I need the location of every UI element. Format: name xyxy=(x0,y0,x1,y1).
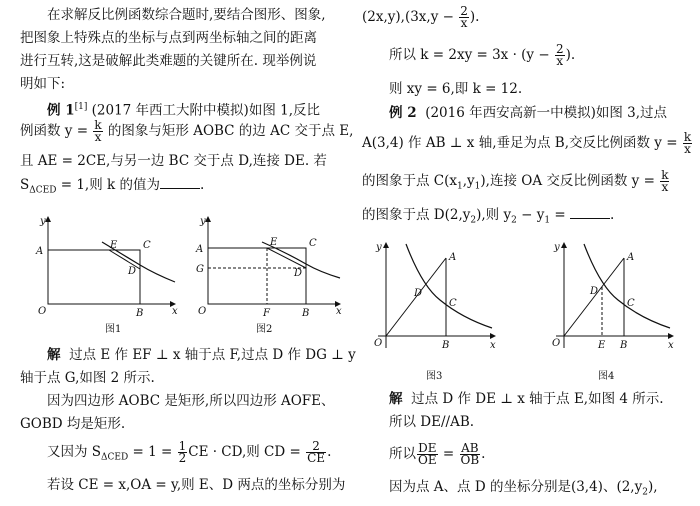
fig1-label-D: D xyxy=(128,266,137,277)
numerator: AB xyxy=(461,441,479,455)
fig2-label-F: F xyxy=(263,308,270,319)
fig1-label-B: B xyxy=(136,308,144,319)
fig2-label-D: D xyxy=(294,268,303,279)
subscript: 2 xyxy=(470,215,477,226)
subscript: ΔCED xyxy=(29,185,57,196)
intro-line-2: 把图象上特殊点的坐标与点到两坐标轴之间的距离 xyxy=(20,30,317,46)
example-2-text: A(3,4) 作 AB ⊥ x 轴,垂足为点 B,交反比例函数 y = xyxy=(362,135,678,151)
fig2-label-B: B xyxy=(302,308,310,319)
example-1-line-3: 且 AE = 2CE,与另一边 BC 交于点 D,连接 DE. 若 xyxy=(20,153,327,169)
denominator: OB xyxy=(460,453,480,467)
figure-2-caption: 图2 xyxy=(256,324,273,335)
example-1-text: = 1,则 k 的值为 xyxy=(60,177,160,193)
fraction-1-over-2 xyxy=(178,441,188,464)
intro-line-4: 明如下: xyxy=(20,76,66,92)
right-line-2 xyxy=(389,44,575,67)
example-1-text: 的图象与矩形 AOBC 的边 AC 交于点 E, xyxy=(107,123,354,139)
fraction-2-over-x xyxy=(459,6,469,29)
fraction-2-over-x xyxy=(555,44,565,67)
figure-4 xyxy=(540,236,680,364)
example-2-text: ),则 y xyxy=(476,207,512,223)
numerator: DE xyxy=(418,441,437,455)
example-1-label: 例 1 xyxy=(47,102,75,119)
solution-label: 解 xyxy=(389,391,403,407)
figure-3-caption: 图3 xyxy=(426,371,443,382)
fig3-label-A: A xyxy=(449,252,457,263)
fig1-label-y: y xyxy=(40,216,46,227)
fraction-AB-over-OB xyxy=(460,443,481,466)
fig4-label-D: D xyxy=(590,286,599,297)
solution-text: 过点 D 作 DE ⊥ x 轴于点 E,如图 4 所示. xyxy=(411,391,664,407)
fig3-label-O: O xyxy=(374,338,383,349)
solution-1-line-1 xyxy=(47,346,356,364)
fig2-label-A: A xyxy=(196,244,204,255)
fig4-label-A: A xyxy=(627,252,635,263)
intro-line-3: 进行互转,这是破解此类难题的关键所在. 现举例说 xyxy=(20,53,317,69)
denominator: CE xyxy=(307,451,326,465)
right-line-3: 则 xy = 6,即 k = 12. xyxy=(389,81,523,97)
fig2-label-O: O xyxy=(198,306,207,317)
fig3-label-D: D xyxy=(414,288,423,299)
fig4-label-E: E xyxy=(598,340,606,351)
example-2-label: 例 2 xyxy=(389,105,417,121)
numerator: k xyxy=(683,130,692,144)
fig3-label-y: y xyxy=(376,242,382,253)
denominator: x xyxy=(94,130,102,144)
answer-blank xyxy=(160,176,200,189)
example-2-text: − y xyxy=(521,207,545,223)
example-2-text: 的图象于点 C(x xyxy=(362,173,458,189)
solution-1-line-4: GOBD 均是矩形. xyxy=(20,416,126,432)
figure-3 xyxy=(362,236,502,364)
figure-4-caption: 图4 xyxy=(598,371,615,382)
solution-1-line-5: 又因为 $S_{\Delta CED} = 1$ = $\frac{1}{2}$ CE · CD,则 CD = $\frac{2}{CE}$ . xyxy=(47,439,332,465)
solution-2-line-1 xyxy=(389,390,664,408)
fraction-k-over-x xyxy=(660,170,669,193)
example-2-text: 的图象于点 D(2,y xyxy=(362,207,471,223)
solution-text: ), xyxy=(647,479,658,495)
solution-1-line-6: 若设 CE = x,OA = y,则 E、D 两点的坐标分别为 xyxy=(47,477,346,493)
example-2-source: (2016 年西安高新一中模拟)如图 3,过点 xyxy=(425,105,668,121)
fraction-k-over-x xyxy=(93,120,102,143)
example-1-ref: [1] xyxy=(74,102,88,112)
example-2-text: ,y xyxy=(462,173,475,189)
numerator: 2 xyxy=(555,42,564,56)
solution-text: (2x,y),(3x,y − xyxy=(362,9,454,25)
solution-text: 所以 xyxy=(389,446,416,462)
example-1-source: (2017 年西工大附中模拟)如图 1,反比 xyxy=(91,102,320,119)
solution-label: 解 xyxy=(47,347,61,363)
fig2-label-x: x xyxy=(336,306,342,317)
example-1-line-4: $S_{\Delta CED} = 1$,则 k 的值为 . xyxy=(20,177,205,196)
subscript: 1 xyxy=(474,181,481,192)
denominator: x xyxy=(684,142,691,156)
solution-text: 所以 k = 2xy = 3x · (y − xyxy=(389,47,550,63)
denominator: x xyxy=(661,180,669,194)
subscript: 2 xyxy=(642,487,648,498)
figure-1-caption: 图1 xyxy=(105,324,122,335)
denominator: OE xyxy=(418,453,437,467)
fig4-label-C: C xyxy=(627,298,635,309)
example-1-text: S xyxy=(20,177,30,193)
denominator: x xyxy=(460,16,468,30)
fig2-label-C: C xyxy=(309,238,317,249)
fig2-label-G: G xyxy=(196,264,204,275)
numerator: 1 xyxy=(178,439,187,453)
subscript: 1 xyxy=(544,215,551,226)
fig1-label-x: x xyxy=(172,306,178,317)
solution-1-line-3: 因为四边形 AOBC 是矩形,所以四边形 AOFE、 xyxy=(47,393,335,409)
subscript: ΔCED xyxy=(101,452,129,463)
solution-text: = 1 = xyxy=(132,444,173,460)
intro-line-1: 在求解反比例函数综合题时,要结合图形、图象, xyxy=(47,7,326,23)
fig4-label-x: x xyxy=(668,340,674,351)
fig4-label-y: y xyxy=(554,242,560,253)
fig3-label-C: C xyxy=(449,298,457,309)
fraction-DE-over-OE xyxy=(417,443,438,466)
numerator: k xyxy=(94,118,102,132)
example-2-line-2 xyxy=(362,132,693,155)
solution-2-line-3: 所以 $\frac{DE}{OE}$ = $\frac{AB}{OB}$ . xyxy=(389,441,486,467)
fig4-label-O: O xyxy=(552,338,561,349)
numerator: 2 xyxy=(460,4,468,18)
solution-text: 过点 E 作 EF ⊥ x 轴于点 F,过点 D 作 DG ⊥ y xyxy=(69,347,356,363)
figure-2 xyxy=(190,212,345,327)
subscript: 1 xyxy=(457,181,463,192)
solution-text: ). xyxy=(565,47,576,63)
denominator: 2 xyxy=(178,451,187,465)
figure-1 xyxy=(30,212,180,327)
subscript: 2 xyxy=(511,215,517,226)
example-1-line-2 xyxy=(20,120,353,143)
solution-text: CE · CD,则 CD = xyxy=(188,444,301,460)
fig1-label-C: C xyxy=(143,240,151,251)
solution-2-line-4 xyxy=(389,478,658,502)
solution-2-line-2: 所以 DE//AB. xyxy=(389,414,475,430)
fraction-2-over-CE xyxy=(306,441,326,464)
denominator: x xyxy=(556,54,564,68)
example-2-text: = xyxy=(554,207,566,223)
fig3-label-B: B xyxy=(442,340,450,351)
numerator: 2 xyxy=(306,441,326,453)
example-2-line-4: 的图象于点 $D(2,y_2)$,则 $y_2 - y_1$ = . xyxy=(362,207,615,226)
solution-text: 因为点 A、点 D 的坐标分别是(3,4)、(2,y xyxy=(389,479,643,495)
numerator: k xyxy=(661,168,669,182)
fig1-label-E: E xyxy=(110,240,118,251)
solution-1-line-2: 轴于点 G,如图 2 所示. xyxy=(20,370,155,386)
example-1-heading xyxy=(47,98,320,120)
example-1-text: 例函数 y = xyxy=(20,123,89,139)
fig2-label-E: E xyxy=(270,237,278,248)
fraction-k-over-x xyxy=(683,132,692,155)
right-line-1 xyxy=(362,6,479,29)
fig1-label-A: A xyxy=(36,246,44,257)
solution-text: 又因为 S xyxy=(47,444,102,460)
fig2-label-y: y xyxy=(200,216,206,227)
example-2-line-3 xyxy=(362,170,670,196)
fig3-label-x: x xyxy=(490,340,496,351)
example-2-text: ),连接 OA 交反比例函数 y = xyxy=(480,173,655,189)
fig4-label-B: B xyxy=(620,340,628,351)
example-2-heading xyxy=(389,104,667,122)
fig1-label-O: O xyxy=(38,306,47,317)
solution-text: ). xyxy=(469,9,480,25)
answer-blank xyxy=(570,206,610,219)
